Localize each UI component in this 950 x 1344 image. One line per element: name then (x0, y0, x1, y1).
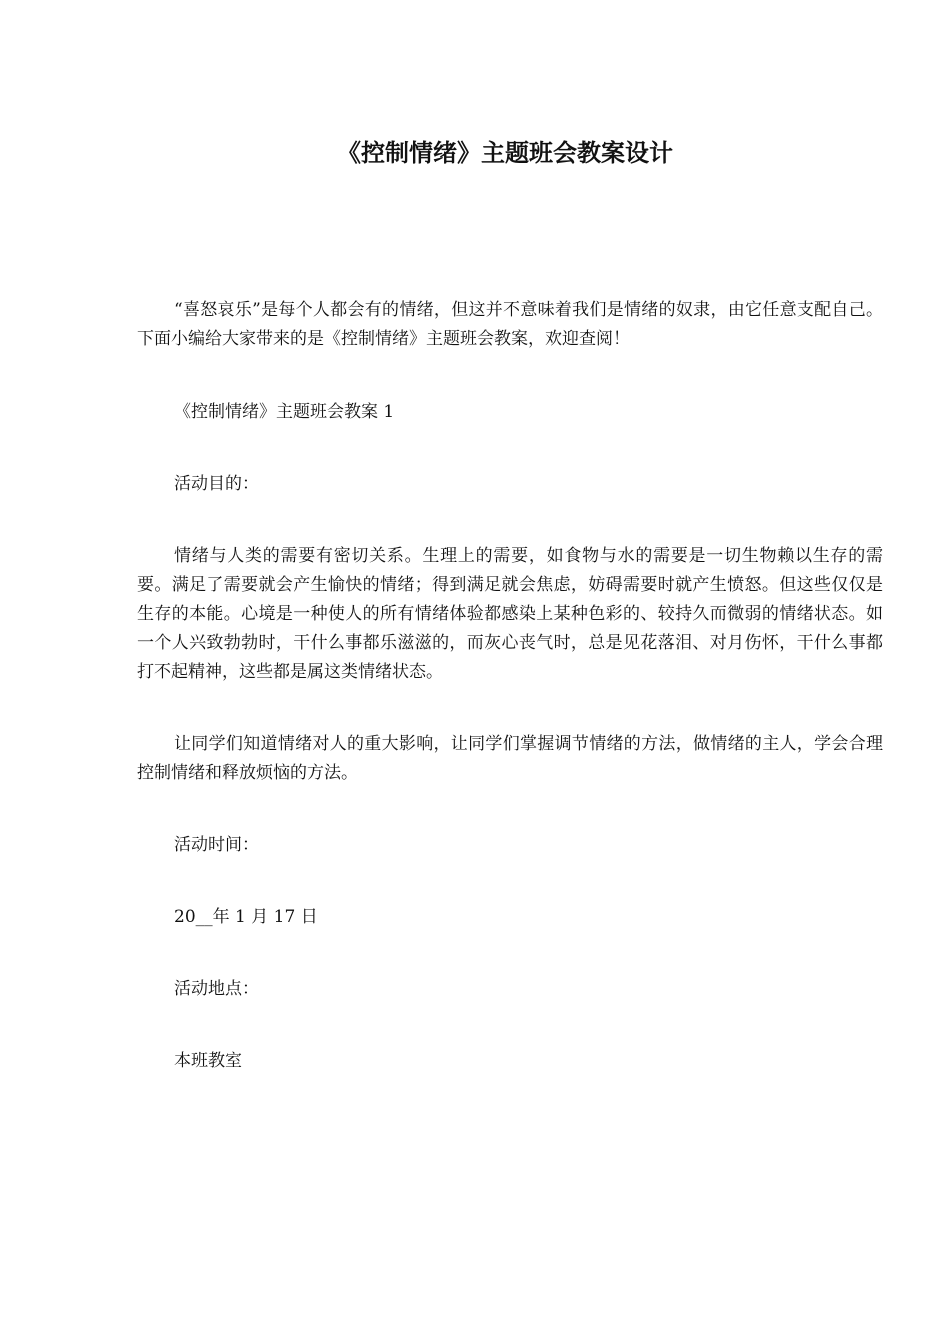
activity-goal-label: 活动目的： (174, 474, 259, 494)
section-heading: 《控制情绪》主题班会教案 1 (174, 402, 395, 422)
activity-time-label: 活动时间： (174, 835, 259, 855)
activity-location-value: 本班教室 (174, 1051, 242, 1071)
document-title: 《控制情绪》主题班会教案设计 (337, 139, 673, 167)
activity-time-value: 20__年 1 月 17 日 (174, 907, 318, 927)
document-body (137, 296, 883, 1076)
intro-paragraph: “喜怒哀乐”是每个人都会有的情绪，但这并不意味着我们是情绪的奴隶，由它任意支配自己。下面小编给大家带来的是《控制情绪》主题班会教案，欢迎查阅！ (137, 300, 883, 349)
activity-aim-paragraph: 让同学们知道情绪对人的重大影响，让同学们掌握调节情绪的方法，做情绪的主人，学会合理控制情绪和释放烦恼的方法。 (137, 734, 883, 783)
activity-goal-paragraph: 情绪与人类的需要有密切关系。生理上的需要，如食物与水的需要是一切生物赖以生存的需要。满足了需要就会产生愉快的情绪；得到满足就会焦虑，妨碍需要时就产生愤怒。但这些仅仅是生存的本能。心境是一种使人的所有情绪体验都感染上某种色彩的、较持久而微弱的情绪状态。如一个人兴致勃勃时，干什么事都乐滋滋的，而灰心丧气时，总是见花落泪、对月伤怀，干什么事都打不起精神，这些都是属这类情绪状态。 (137, 546, 883, 682)
activity-location-label: 活动地点： (174, 979, 259, 999)
